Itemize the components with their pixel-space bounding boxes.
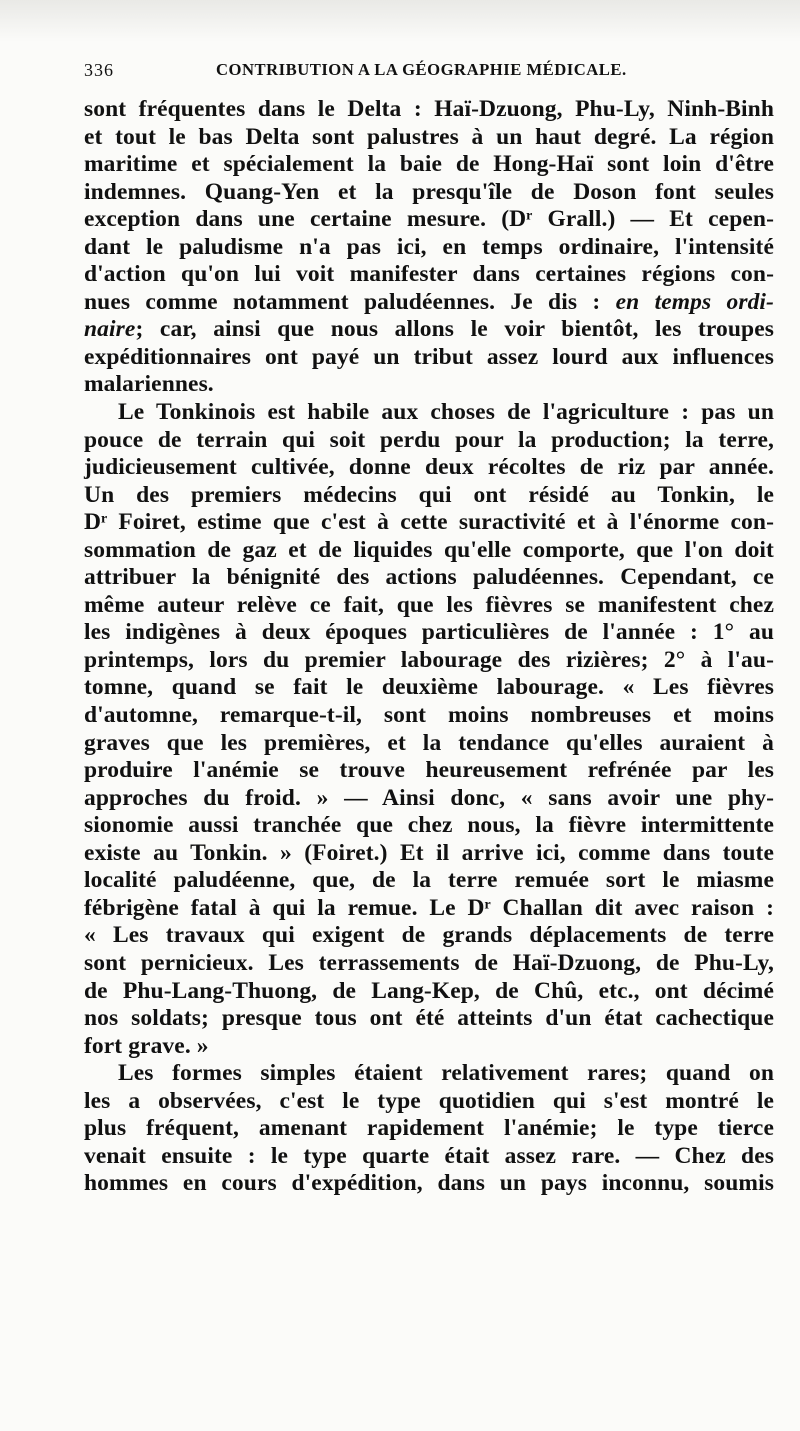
text-line: sont pernicieux. Les terrassements de Haï-Dzuong, de Phu-Ly, <box>84 949 774 976</box>
text-line: sionomie aussi tranchée que chez nous, la fièvre intermittente <box>84 812 774 839</box>
page-number: 336 <box>84 60 114 80</box>
italic-text: en temps ordi- <box>615 288 774 315</box>
header-title: CONTRIBUTION A LA GÉOGRAPHIE MÉDICALE. <box>216 60 627 79</box>
text-line: approches du froid. » — Ainsi donc, « sans avoir une phy- <box>84 784 774 811</box>
text-line: attribuer la bénignité des actions paludéennes. Cependant, ce <box>84 564 774 591</box>
text-line: tomne, quand se fait le deuxième labourage. « Les fièvres <box>84 674 774 701</box>
text-line: sommation de gaz et de liquides qu'elle comporte, que l'on doit <box>84 536 774 563</box>
text-line: venait ensuite : le type quarte était assez rare. — Chez des <box>84 1142 774 1169</box>
text-line: et tout le bas Delta sont palustres à un haut degré. La région <box>84 123 774 150</box>
text-line: localité paludéenne, que, de la terre remuée sort le miasme <box>84 867 774 894</box>
text-line: pouce de terrain qui soit perdu pour la production; la terre, <box>84 426 774 453</box>
text-line: malariennes. <box>84 371 214 398</box>
text-line: Dʳ Foiret, estime que c'est à cette suractivité et à l'énorme con- <box>84 509 774 536</box>
text-line: Un des premiers médecins qui ont résidé au Tonkin, le <box>84 481 774 508</box>
text-line: fort grave. » <box>84 1032 209 1059</box>
text-line: de Phu-Lang-Thuong, de Lang-Kep, de Chû, etc., ont décimé <box>84 977 774 1004</box>
text-line: graves que les premières, et la tendance qu'elles auraient à <box>84 729 774 756</box>
text-line: existe au Tonkin. » (Foiret.) Et il arrive ici, comme dans toute <box>84 839 774 866</box>
text-line: nos soldats; presque tous ont été atteints d'un état cachectique <box>84 1005 774 1032</box>
text-line-start: nues comme notamment paludéennes. Je dis : <box>84 288 616 315</box>
text-line: produire l'anémie se trouve heureusement refrénée par les <box>84 757 774 784</box>
text-line: « Les travaux qui exigent de grands déplacements de terre <box>84 922 774 949</box>
text-line: les a observées, c'est le type quotidien qui s'est montré le <box>84 1087 774 1114</box>
text-line: même auteur relève ce fait, que les fièvres se manifestent chez <box>84 591 774 618</box>
paragraph-start-line: Les formes simples étaient relativement rares; quand on <box>118 1060 774 1087</box>
text-line-with-italic <box>84 316 774 344</box>
text-line: plus fréquent, amenant rapidement l'anémie; le type tierce <box>84 1115 774 1142</box>
italic-text: naire <box>84 316 136 343</box>
text-line: maritime et spécialement la baie de Hong-Haï sont loin d'être <box>84 151 774 178</box>
text-line: expéditionnaires ont payé un tribut assez lourd aux influences <box>84 343 774 370</box>
text-line-with-italic <box>84 289 774 317</box>
text-line: les indigènes à deux époques particulières de l'année : 1° au <box>84 619 774 646</box>
running-head <box>84 60 774 90</box>
text-line: sont fréquentes dans le Delta : Haï-Dzuong, Phu-Ly, Ninh-Binh <box>84 96 774 122</box>
text-line: exception dans une certaine mesure. (Dʳ Grall.) — Et cepen- <box>84 206 774 233</box>
text-line: d'automne, remarque-t-il, sont moins nombreuses et moins <box>84 702 774 729</box>
text-line: indemnes. Quang-Yen et la presqu'île de Doson font seules <box>84 178 774 205</box>
body-text <box>84 96 774 1198</box>
text-line: judicieusement cultivée, donne deux récoltes de riz par année. <box>84 454 774 481</box>
page-edge-shadow <box>0 0 800 42</box>
text-line: dant le paludisme n'a pas ici, en temps ordinaire, l'intensité <box>84 233 774 260</box>
text-line: hommes en cours d'expédition, dans un pays inconnu, soumis <box>84 1170 774 1197</box>
text-line: printemps, lors du premier labourage des rizières; 2° à l'au- <box>84 646 774 673</box>
text-line-rest: ; car, ainsi que nous allons le voir bientôt, les troupes <box>135 316 774 343</box>
paragraph-start-line: Le Tonkinois est habile aux choses de l'agriculture : pas un <box>118 399 774 426</box>
text-line: d'action qu'on lui voit manifester dans certaines régions con- <box>84 261 774 288</box>
text-line: fébrigène fatal à qui la remue. Le Dʳ Challan dit avec raison : <box>84 894 774 921</box>
